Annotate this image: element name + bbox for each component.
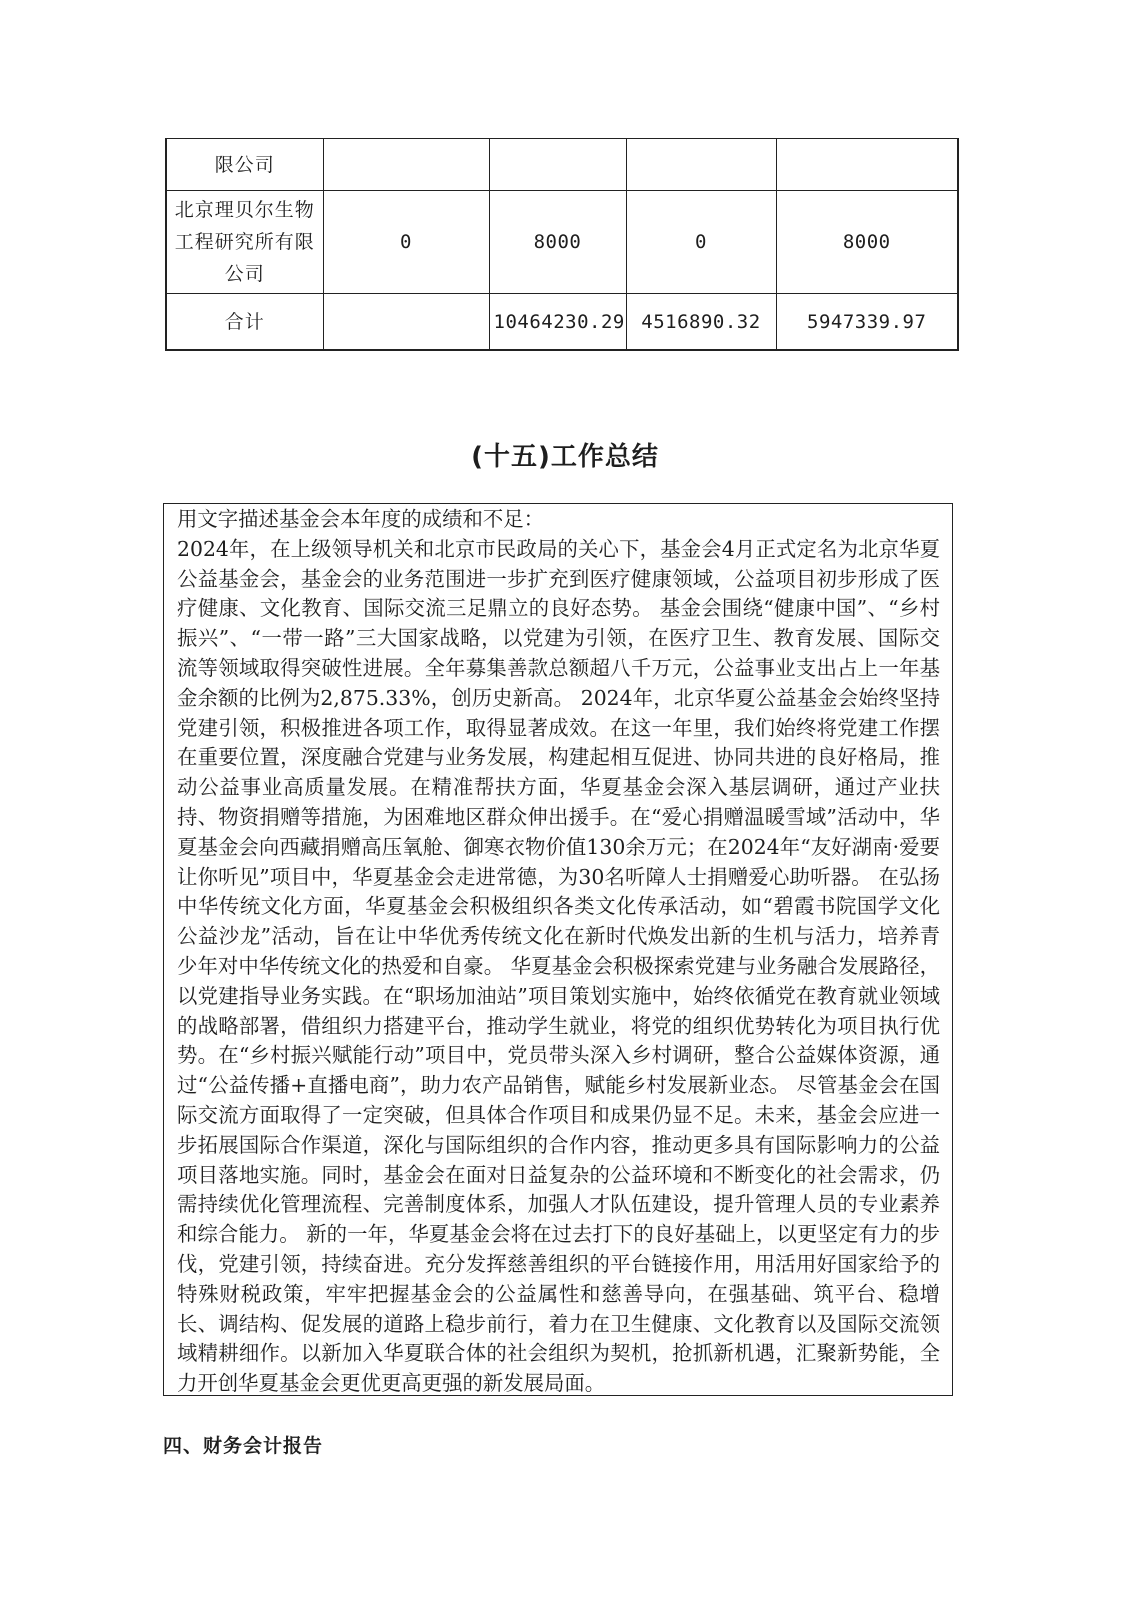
table-cell: 8000	[489, 191, 626, 294]
donation-table	[165, 138, 959, 351]
table-cell	[626, 139, 776, 191]
summary-prompt: 用文字描述基金会本年度的成绩和不足：	[177, 507, 545, 531]
donor-name-cell: 限公司	[166, 139, 323, 191]
section-heading: (十五)工作总结	[471, 442, 659, 472]
table-cell: 8000	[776, 191, 958, 294]
table-total-row	[166, 294, 958, 351]
total-label-cell: 合计	[166, 294, 323, 351]
table-row	[166, 139, 958, 191]
table-cell	[323, 139, 489, 191]
table-cell	[323, 294, 489, 351]
work-summary-box	[163, 503, 953, 1396]
summary-body: 2024年，在上级领导机关和北京市民政局的关心下，基金会4月正式定名为北京华夏公益基金会，基金会的业务范围进一步扩充到医疗健康领域，公益项目初步形成了医疗健康、文化教育、国际交流三足鼎立的良好态势。 基金会围绕“健康中国”、“乡村振兴”、“一带一路”三大国家战略，以党建为引领，在医疗卫生、教育发展、国际交流等领域取得突破性进展。全年募集善款总额超八千万元，公益事业支出占上一年基金余额的比例为2,875.33%，创历史新高。 2024年，北京华夏公益基金会始终坚持党建引领，积极推进各项工作，取得显著成效。在这一年里，我们始终将党建工作摆在重要位置，深度融合党建与业务发展，构建起相互促进、协同共进的良好格局，推动公益事业高质量发展。在精准帮扶方面，华夏基金会深入基层调研，通过产业扶持、物资捐赠等措施，为困难地区群众伸出援手。在“爱心捐赠温暖雪域”活动中，华夏基金会向西藏捐赠高压氧舱、御寒衣物价值130余万元；在2024年“友好湖南·爱要让你听见”项目中，华夏基金会走进常德，为30名听障人士捐赠爱心助听器。 在弘扬中华传统文化方面，华夏基金会积极组织各类文化传承活动，如“碧霞书院国学文化公益沙龙”活动，旨在让中华优秀传统文化在新时代焕发出新的生机与活力，培养青少年对中华传统文化的热爱和自豪。 华夏基金会积极探索党建与业务融合发展路径，以党建指导业务实践。在“职场加油站”项目策划实施中，始终依循党在教育就业领域的战略部署，借组织力搭建平台，推动学生就业，将党的组织优势转化为项目执行优势。在“乡村振兴赋能行动”项目中，党员带头深入乡村调研，整合公益媒体资源，通过“公益传播+直播电商”，助力农产品销售，赋能乡村发展新业态。 尽管基金会在国际交流方面取得了一定突破，但具体合作项目和成果仍显不足。未来，基金会应进一步拓展国际合作渠道，深化与国际组织的合作内容，推动更多具有国际影响力的公益项目落地实施。同时，基金会在面对日益复杂的公益环境和不断变化的社会需求，仍需持续优化管理流程、完善制度体系，加强人才队伍建设，提升管理人员的专业素养和综合能力。 新的一年，华夏基金会将在过去打下的良好基础上，以更坚定有力的步伐，党建引领，持续奋进。充分发挥慈善组织的平台链接作用，用活用好国家给予的特殊财税政策，牢牢把握基金会的公益属性和慈善导向，在强基础、筑平台、稳增长、调结构、促发展的道路上稳步前行，着力在卫生健康、文化教育以及国际交流领域精耕细作。以新加入华夏联合体的社会组织为契机，抢抓新机遇，汇聚新势能，全力开创华夏基金会更优更高更强的新发展局面。	[177, 536, 940, 1396]
table-cell: 0	[626, 191, 776, 294]
total-income-cell: 10464230.29	[489, 294, 626, 351]
table-cell	[776, 139, 958, 191]
total-balance-cell: 5947339.97	[776, 294, 958, 351]
table-cell: 0	[323, 191, 489, 294]
table-cell	[489, 139, 626, 191]
total-expense-cell: 4516890.32	[626, 294, 776, 351]
donor-name-cell: 北京理贝尔生物工程研究所有限公司	[166, 191, 323, 294]
table-row	[166, 191, 958, 294]
part-heading: 四、财务会计报告	[163, 1435, 324, 1457]
